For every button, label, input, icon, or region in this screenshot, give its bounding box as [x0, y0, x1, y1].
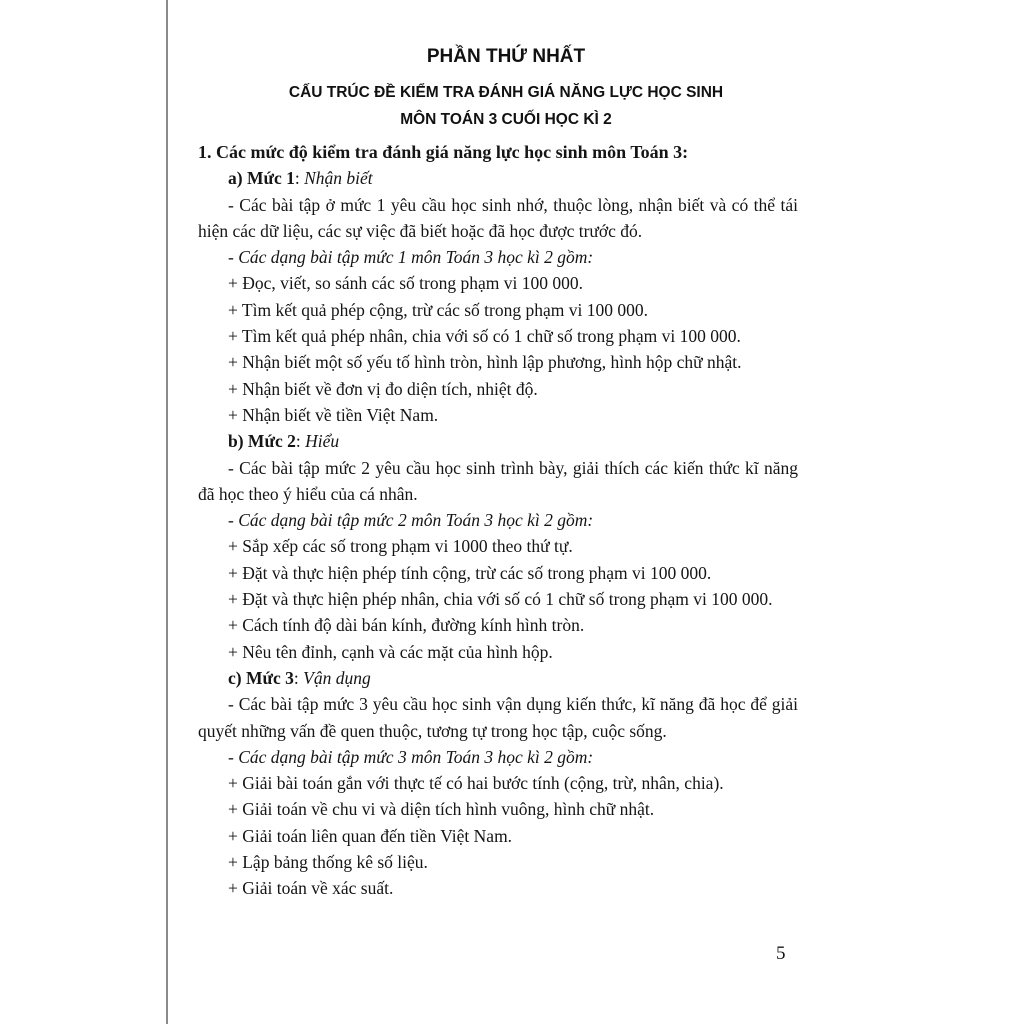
level-3-list-intro: - Các dạng bài tập mức 3 môn Toán 3 học kì 2 gồm: — [228, 746, 594, 767]
subject-heading: MÔN TOÁN 3 CUỐI HỌC KÌ 2 — [400, 111, 612, 128]
level-2-description: - Các bài tập mức 2 yêu cầu học sinh trình bày, giải thích các kiến thức kĩ năng đã học theo ý hiểu của cá nhân. — [198, 457, 798, 504]
level-1-list-intro: - Các dạng bài tập mức 1 môn Toán 3 học kì 2 gồm: — [228, 247, 594, 268]
list-item: + Giải toán về xác suất. — [228, 878, 394, 899]
list-item: + Giải toán liên quan đến tiền Việt Nam. — [228, 825, 513, 846]
list-item: + Tìm kết quả phép cộng, trừ các số trong phạm vi 100 000. — [228, 299, 648, 320]
list-item: + Đặt và thực hiện phép nhân, chia với số có 1 chữ số trong phạm vi 100 000. — [228, 589, 773, 610]
list-item: + Tìm kết quả phép nhân, chia với số có 1 chữ số trong phạm vi 100 000. — [228, 326, 741, 347]
level-2-sep: : — [295, 431, 306, 452]
document-page — [198, 46, 798, 902]
level-1-label: a) Mức 1 — [228, 168, 295, 189]
list-item: + Giải toán về chu vi và diện tích hình vuông, hình chữ nhật. — [228, 799, 655, 820]
list-item: + Cách tính độ dài bán kính, đường kính hình tròn. — [228, 615, 585, 636]
list-item: + Nhận biết một số yếu tố hình tròn, hình lập phương, hình hộp chữ nhật. — [228, 352, 742, 373]
level-3-name: Vận dụng — [303, 667, 371, 688]
list-item: + Sắp xếp các số trong phạm vi 1000 theo thứ tự. — [228, 536, 573, 557]
level-2-heading — [198, 428, 798, 454]
level-3-description: - Các bài tập mức 3 yêu cầu học sinh vận dụng kiến thức, kĩ năng đã học để giải quyết những vấn đề quen thuộc, tương tự trong học tập, cuộc sống. — [198, 694, 798, 741]
level-2-list-intro: - Các dạng bài tập mức 2 môn Toán 3 học kì 2 gồm: — [228, 510, 594, 531]
level-2-name: Hiểu — [305, 431, 340, 452]
structure-heading: CẤU TRÚC ĐỀ KIỂM TRA ĐÁNH GIÁ NĂNG LỰC HỌC SINH — [288, 84, 724, 101]
level-1-name: Nhận biết — [304, 168, 373, 189]
level-1-heading — [198, 165, 798, 191]
list-item: + Đặt và thực hiện phép tính cộng, trừ các số trong phạm vi 100 000. — [228, 562, 712, 583]
list-item: + Giải bài toán gắn với thực tế có hai bước tính (cộng, trừ, nhân, chia). — [228, 773, 724, 794]
list-item: + Nêu tên đỉnh, cạnh và các mặt của hình hộp. — [228, 641, 553, 662]
level-3-heading — [198, 665, 798, 691]
book-spine-line — [166, 0, 168, 1024]
page-number: 5 — [776, 943, 786, 964]
level-1-sep: : — [294, 168, 305, 189]
level-3-label: c) Mức 3 — [228, 667, 294, 688]
level-1-description: - Các bài tập ở mức 1 yêu cầu học sinh nhớ, thuộc lòng, nhận biết và có thể tái hiện các dữ liệu, các sự việc đã biết hoặc đã học được trước đó. — [198, 194, 798, 241]
level-2-label: b) Mức 2 — [228, 431, 296, 452]
level-3-sep: : — [293, 667, 304, 688]
list-item: + Nhận biết về tiền Việt Nam. — [228, 404, 439, 425]
list-item: + Lập bảng thống kê số liệu. — [228, 852, 428, 873]
list-item: + Đọc, viết, so sánh các số trong phạm vi 100 000. — [228, 273, 583, 294]
part-heading: PHẦN THỨ NHẤT — [426, 46, 586, 67]
section-1-title: 1. Các mức độ kiểm tra đánh giá năng lực học sinh môn Toán 3: — [198, 142, 689, 162]
list-item: + Nhận biết về đơn vị đo diện tích, nhiệt độ. — [228, 378, 538, 399]
